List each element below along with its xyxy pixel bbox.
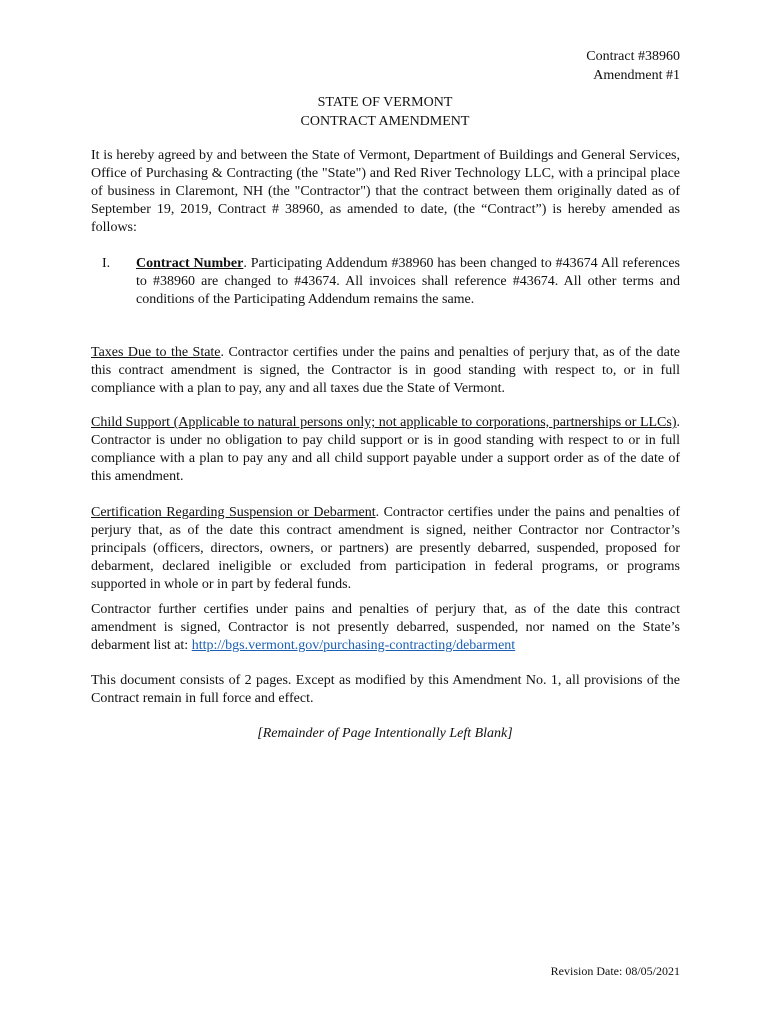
taxes-text: . Contractor certifies under the pains and penalties of perjury that, as of the date this contract amendment is signed, the Contractor is in good standing with respect to, or in full compliance with a plan to pay, any and all taxes due the State of Vermont. — [91, 345, 680, 396]
title-line-1: STATE OF VERMONT — [317, 95, 453, 110]
list-item-text: . Participating Addendum #38960 has been changed to #43674 All references to #38960 are changed to #43674. All invoices shall reference #43674. All other terms and conditions of the Participating Addendum remains the same. — [136, 256, 680, 307]
document-title — [0, 93, 770, 131]
amendment-number: Amendment #1 — [593, 68, 680, 83]
taxes-paragraph — [91, 344, 680, 398]
child-support-paragraph — [91, 414, 680, 486]
remainder-note: [Remainder of Page Intentionally Left Blank] — [257, 726, 513, 741]
child-support-heading: Child Support (Applicable to natural persons only; not applicable to corporations, partnerships or LLCs) — [91, 415, 677, 430]
list-item-heading: Contract Number — [136, 256, 244, 271]
title-line-2: CONTRACT AMENDMENT — [300, 114, 470, 129]
list-item-number: I. — [102, 256, 111, 271]
closing-paragraph: This document consists of 2 pages. Except as modified by this Amendment No. 1, all provisions of the Contract remain in full force and effect. — [91, 673, 680, 706]
further-certification-text: Contractor further certifies under pains and penalties of perjury that, as of the date this contract amendment is signed, Contractor is not presently debarred, suspended, nor named on the State’s debarment list at: — [91, 602, 680, 653]
list-item-contract-number — [136, 255, 680, 309]
child-support-text: . Contractor is under no obligation to pay child support or is in good standing with respect to or in full compliance with a plan to pay any and all child support payable under a support order as of the date of this amendment. — [91, 415, 680, 484]
document-header — [586, 47, 680, 85]
debarment-heading: Certification Regarding Suspension or Debarment — [91, 505, 376, 520]
further-certification-paragraph — [91, 601, 680, 655]
taxes-heading: Taxes Due to the State — [91, 345, 221, 360]
contract-number: Contract #38960 — [586, 49, 680, 64]
debarment-text: . Contractor certifies under the pains and penalties of perjury that, as of the date this contract amendment is signed, neither Contractor nor Contractor’s principals (officers, directors, owners, or partners) are presently debarred, suspended, proposed for debarment, declared ineligible or excluded from participation in federal programs, or programs supported in whole or in part by federal funds. — [91, 505, 680, 592]
debarment-paragraph — [91, 504, 680, 594]
revision-date: Revision Date: 08/05/2021 — [550, 964, 680, 978]
intro-paragraph: It is hereby agreed by and between the State of Vermont, Department of Buildings and General Services, Office of Purchasing & Contracting (the "State") and Red River Technology LLC, with a principal place of business in Claremont, NH (the "Contractor") that the contract between them originally dated as of September 19, 2019, Contract # 38960, as amended to date, (the “Contract”) is hereby amended as follows: — [91, 148, 680, 235]
debarment-list-link[interactable]: http://bgs.vermont.gov/purchasing-contracting/debarment — [191, 638, 516, 653]
